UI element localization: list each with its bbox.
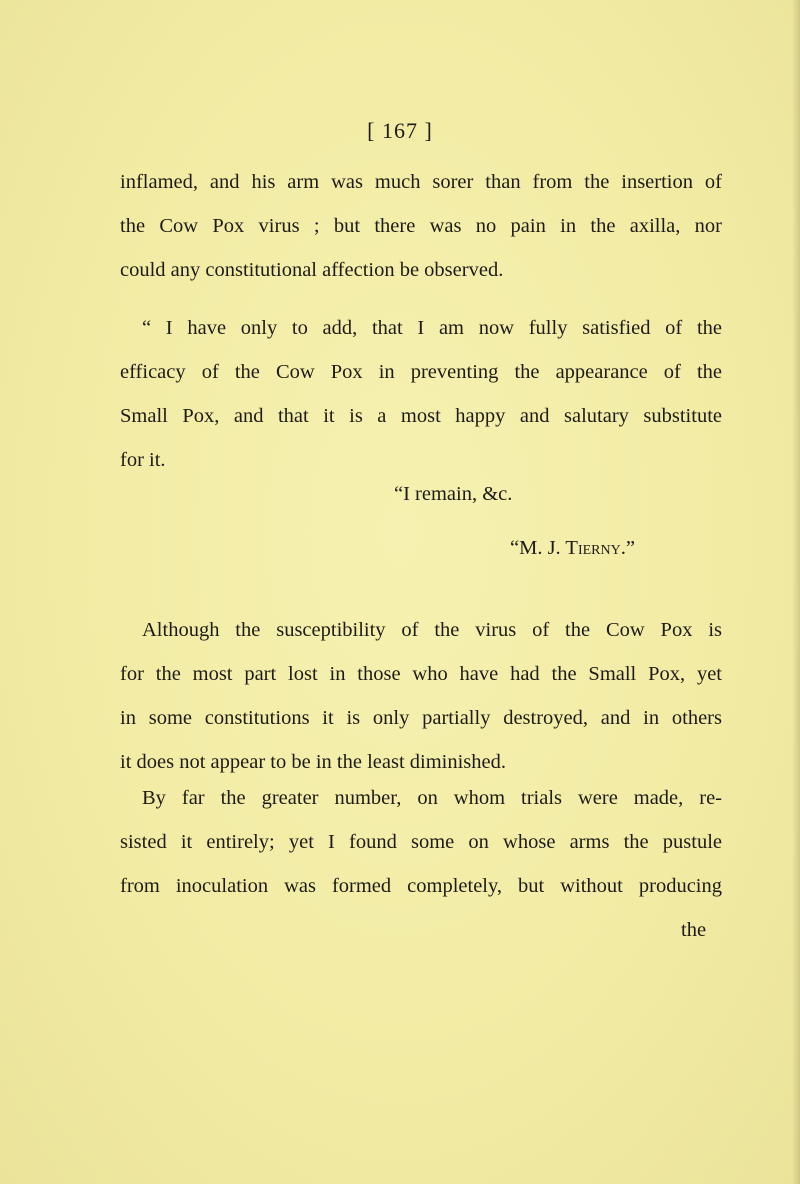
- text-line: the Cow Pox virus ; but there was no pain in the axilla, nor: [120, 215, 722, 237]
- text-line: from inoculation was formed completely, but without producing: [120, 875, 722, 897]
- text-line: “ I have only to add, that I am now fully satisfied of the: [142, 317, 722, 339]
- paragraph-susceptibility: [120, 608, 722, 784]
- paragraph-letter: [120, 306, 722, 482]
- text-line: Although the susceptibility of the virus of the Cow Pox is: [142, 619, 722, 641]
- catchword: the: [681, 919, 707, 941]
- text-line: Small Pox, and that it is a most happy and salutary substitute: [120, 405, 722, 427]
- text-line: By far the greater number, on whom trials were made, re-: [142, 787, 722, 809]
- text-line: for the most part lost in those who have had the Small Pox, yet: [120, 663, 722, 685]
- text-line: could any constitutional affection be observed.: [120, 259, 504, 281]
- text-line: it does not appear to be in the least diminished.: [120, 751, 506, 773]
- text-line: for it.: [120, 449, 166, 471]
- text-line: efficacy of the Cow Pox in preventing the appearance of the: [120, 361, 722, 383]
- page-edge-shadow: [792, 0, 800, 1184]
- page-number: [ 167 ]: [367, 118, 433, 143]
- letter-signature: “M. J. Tierny.”: [510, 537, 635, 559]
- paragraph-continuation: [120, 160, 722, 292]
- letter-closing: “I remain, &c.: [394, 483, 513, 505]
- text-line: inflamed, and his arm was much sorer than from the insertion of: [120, 171, 722, 193]
- paragraph-trials: [120, 776, 722, 908]
- text-line: sisted it entirely; yet I found some on whose arms the pustule: [120, 831, 722, 853]
- text-line: in some constitutions it is only partially destroyed, and in others: [120, 707, 722, 729]
